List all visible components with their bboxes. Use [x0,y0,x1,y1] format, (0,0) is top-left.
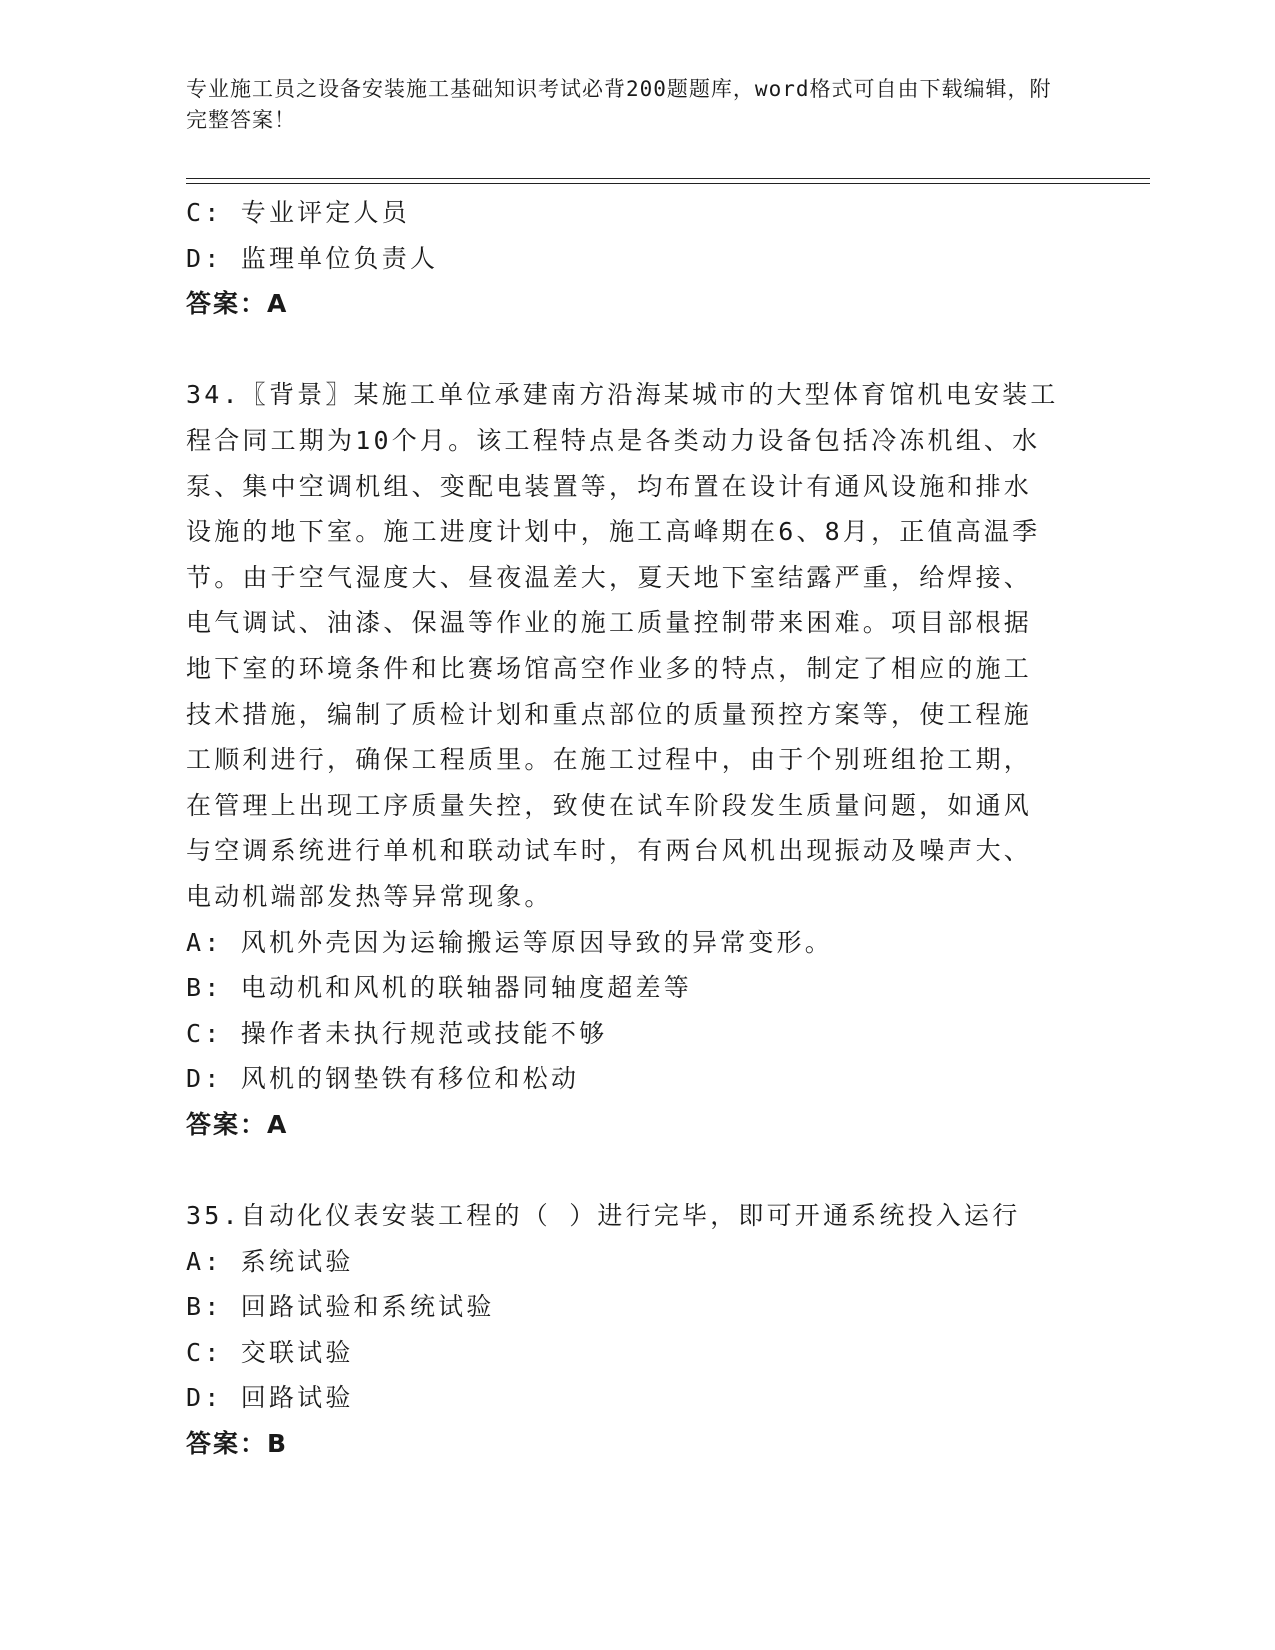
question-line: 程合同工期为10个月。该工程特点是各类动力设备包括冷冻机组、水 [186,425,1041,455]
question-stem [186,372,1086,919]
option-line: A: 系统试验 [186,1246,354,1276]
question-line: 与空调系统进行单机和联动试车时，有两台风机出现振动及噪声大、 [186,836,1033,866]
header-title: 专业施工员之设备安装施工基础知识考试必背200题题库，word格式可自由下载编辑，附完整答案！ [186,77,1052,132]
question-line: 电气调试、油漆、保温等作业的施工质量控制带来困难。项目部根据 [186,608,1033,638]
question-line: 设施的地下室。施工进度计划中，施工高峰期在6、8月，正值高温季 [186,517,1041,547]
option-line: D: 风机的钢垫铁有移位和松动 [186,1064,580,1094]
option-line: C: 专业评定人员 [186,198,410,227]
question-content [186,190,1086,1467]
question-line: 35.自动化仪表安装工程的（ ）进行完毕，即可开通系统投入运行 [186,1201,1021,1231]
option-line: B: 电动机和风机的联轴器同轴度超差等 [186,973,692,1003]
document-header [186,74,1066,136]
spacer [186,1147,1086,1193]
question-line: 在管理上出现工序质量失控，致使在试车阶段发生质量问题，如通风 [186,790,1033,820]
header-divider-top [186,178,1150,179]
question-line: 节。由于空气湿度大、昼夜温差大，夏天地下室结露严重，给焊接、 [186,562,1033,592]
answer-line: 答案：A [186,289,289,319]
option-line: D: 监理单位负责人 [186,243,439,273]
question-line: 泵、集中空调机组、变配电装置等，均布置在设计有通风设施和排水 [186,471,1033,501]
question-line: 技术措施，编制了质检计划和重点部位的质量预控方案等，使工程施 [186,699,1033,729]
question-line: 电动机端部发热等异常现象。 [186,881,553,911]
answer-line: 答案：B [186,1429,289,1459]
header-divider-bottom [186,183,1150,184]
spacer [186,327,1086,373]
answer-line: 答案：A [186,1109,289,1139]
option-line: A: 风机外壳因为运输搬运等原因导致的异常变形。 [186,927,833,957]
option-line: B: 回路试验和系统试验 [186,1292,495,1322]
option-line: D: 回路试验 [186,1383,354,1413]
question-line: 34.〖背景〗某施工单位承建南方沿海某城市的大型体育馆机电安装工 [186,380,1059,410]
option-line: C: 交联试验 [186,1337,354,1367]
question-line: 工顺利进行，确保工程质里。在施工过程中，由于个别班组抢工期， [186,745,1033,775]
option-line: C: 操作者未执行规范或技能不够 [186,1018,608,1048]
question-stem [186,1193,1086,1239]
question-line: 地下室的环境条件和比赛场馆高空作业多的特点，制定了相应的施工 [186,653,1033,683]
